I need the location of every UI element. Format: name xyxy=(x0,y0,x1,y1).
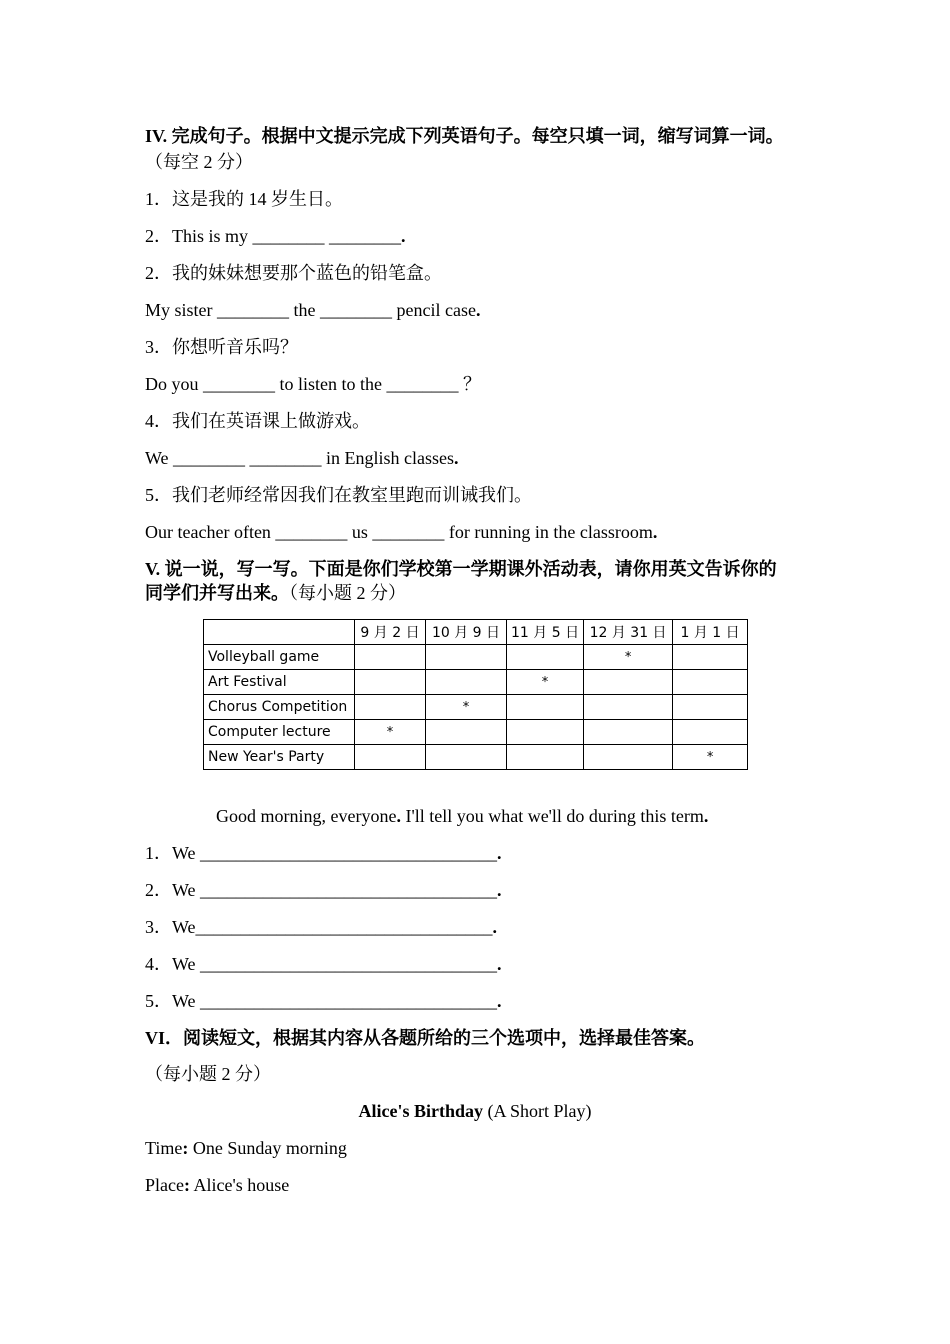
table-cell xyxy=(507,695,584,720)
table-row xyxy=(204,645,748,670)
table-cell xyxy=(584,695,673,720)
section-vi-title: VI．阅读短文，根据其内容从各题所给的三个选项中，选择最佳答案。 xyxy=(145,1028,706,1048)
table-row xyxy=(204,720,748,745)
answer-line: 1．We _________________________________. xyxy=(145,843,502,863)
q4-3-chinese: 3．你想听音乐吗？ xyxy=(145,337,298,357)
table-cell xyxy=(673,670,748,695)
q4-2-chinese: 2．我的妹妹想要那个蓝色的铅笔盒。 xyxy=(145,263,442,283)
table-cell xyxy=(426,645,507,670)
table-cell xyxy=(507,645,584,670)
table-header-date: 10 月 9 日 xyxy=(426,620,507,645)
table-cell xyxy=(426,720,507,745)
table-cell xyxy=(584,670,673,695)
play-title: Alice's Birthday (A Short Play) xyxy=(358,1101,592,1121)
table-cell-mark: * xyxy=(507,670,584,695)
q4-1-english: 2．This is my ________ ________. xyxy=(145,226,406,246)
table-cell xyxy=(673,645,748,670)
answer-line: 3．We_________________________________. xyxy=(145,917,498,937)
table-cell xyxy=(507,720,584,745)
activity-name: Art Festival xyxy=(204,670,355,695)
section-iv-title: IV. 完成句子。根据中文提示完成下列英语句子。每空只填一词，缩写词算一词。 xyxy=(145,126,784,146)
table-cell xyxy=(426,745,507,770)
activity-name: Chorus Competition xyxy=(204,695,355,720)
activity-name: New Year's Party xyxy=(204,745,355,770)
table-cell xyxy=(673,695,748,720)
table-cell xyxy=(355,670,426,695)
activity-name: Computer lecture xyxy=(204,720,355,745)
table-header-date: 12 月 31 日 xyxy=(584,620,673,645)
q4-3-english: Do you ________ to listen to the ________ ？ xyxy=(145,374,481,394)
table-cell-mark: * xyxy=(426,695,507,720)
table-cell xyxy=(584,720,673,745)
answer-line: 2．We _________________________________. xyxy=(145,880,502,900)
section-v-intro: Good morning, everyone. I'll tell you what we'll do during this term. xyxy=(216,806,709,826)
table-header-date: 1 月 1 日 xyxy=(673,620,748,645)
q4-4-chinese: 4．我们在英语课上做游戏。 xyxy=(145,411,370,431)
q4-5-english: Our teacher often ________ us ________ for running in the classroom. xyxy=(145,522,658,542)
table-cell xyxy=(355,745,426,770)
table-cell xyxy=(355,695,426,720)
section-vi-score: （每小题 2 分） xyxy=(145,1064,271,1084)
table-header-empty xyxy=(204,620,355,645)
q4-1-chinese: 1．这是我的 14 岁生日。 xyxy=(145,189,343,209)
table-cell-mark: * xyxy=(584,645,673,670)
table-header-date: 9 月 2 日 xyxy=(355,620,426,645)
table-row xyxy=(204,670,748,695)
table-cell xyxy=(673,720,748,745)
section-iv-score: （每空 2 分） xyxy=(145,152,253,172)
table-cell xyxy=(426,670,507,695)
table-row xyxy=(204,695,748,720)
table-cell xyxy=(507,745,584,770)
table-cell xyxy=(355,645,426,670)
table-header-date: 11 月 5 日 xyxy=(507,620,584,645)
section-v-title-cont: 同学们并写出来。（每小题 2 分） xyxy=(145,583,406,603)
q4-4-english: We ________ ________ in English classes. xyxy=(145,448,459,468)
q4-2-english: My sister ________ the ________ pencil case. xyxy=(145,300,481,320)
table-header-row xyxy=(204,620,748,645)
answer-line: 4．We _________________________________. xyxy=(145,954,502,974)
play-place: Place: Alice's house xyxy=(145,1175,290,1195)
table-cell-mark: * xyxy=(355,720,426,745)
q4-5-chinese: 5．我们老师经常因我们在教室里跑而训诫我们。 xyxy=(145,485,532,505)
activity-schedule-table xyxy=(203,619,748,770)
answer-line: 5．We _________________________________. xyxy=(145,991,502,1011)
section-v-title: V. 说一说，写一写。下面是你们学校第一学期课外活动表，请你用英文告诉你的 xyxy=(145,559,777,579)
table-cell-mark: * xyxy=(673,745,748,770)
table-row xyxy=(204,745,748,770)
play-time: Time: One Sunday morning xyxy=(145,1138,347,1158)
table-cell xyxy=(584,745,673,770)
activity-name: Volleyball game xyxy=(204,645,355,670)
